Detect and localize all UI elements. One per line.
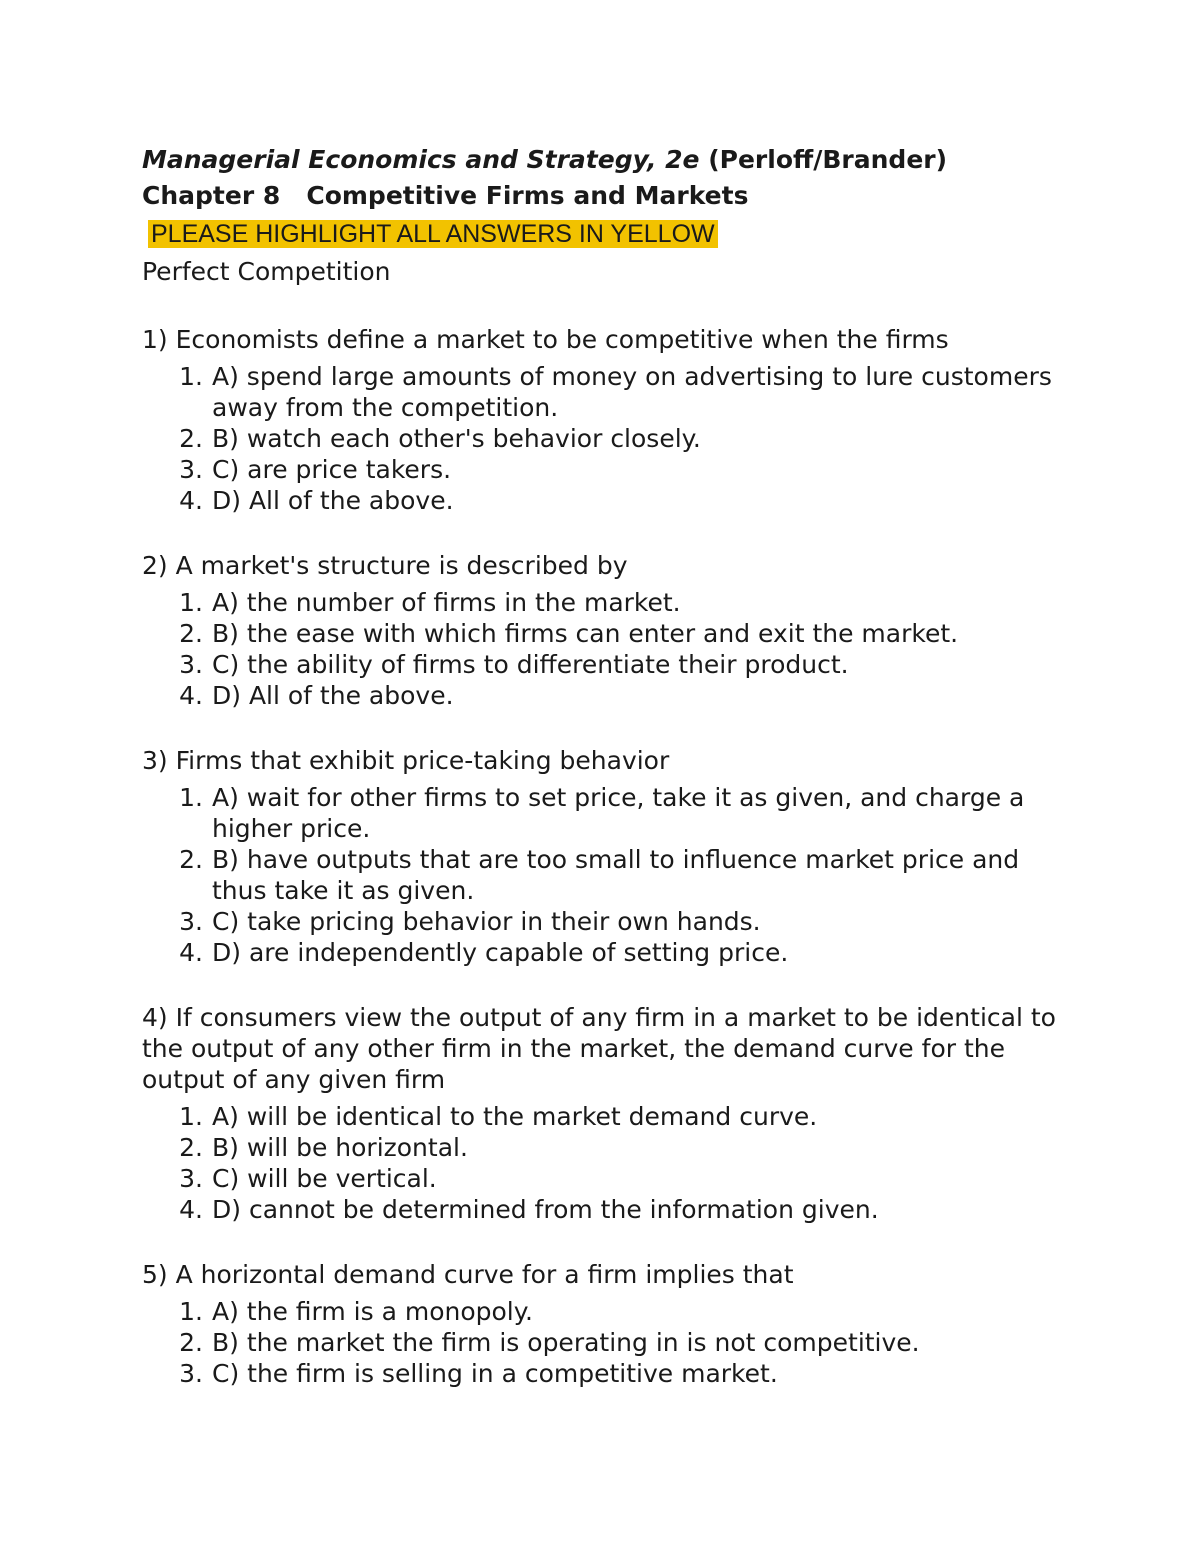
option-number: 3. [179,1359,203,1388]
question-2 [142,550,1072,711]
option-text: B) have outputs that are too small to influence market price and thus take it as given. [212,845,1020,905]
question-4 [142,1002,1072,1225]
option-text: D) cannot be determined from the information given. [212,1195,879,1224]
option-text: D) All of the above. [212,681,454,710]
question-stem: 4) If consumers view the output of any firm in a market to be identical to the output of any other firm in the market, the demand curve for the output of any given firm [142,1003,1056,1094]
answer-option [142,680,1072,711]
option-text: C) the ability of firms to differentiate their product. [212,650,849,679]
option-text: C) the firm is selling in a competitive market. [212,1359,778,1388]
section-heading: Perfect Competition [142,257,391,286]
option-text: B) will be horizontal. [212,1133,468,1162]
question-3 [142,745,1072,968]
chapter-title: Chapter 8 Competitive Firms and Markets [142,181,749,210]
option-number: 2. [179,1133,203,1162]
option-number: 1. [179,1297,203,1326]
answer-option [142,649,1072,680]
answer-option [142,423,1072,454]
option-text: B) the ease with which firms can enter and exit the market. [212,619,959,648]
highlight-notice: PLEASE HIGHLIGHT ALL ANSWERS IN YELLOW [148,220,718,248]
option-number: 1. [179,783,203,812]
answer-option [142,1101,1072,1132]
question-1 [142,324,1072,516]
option-text: A) wait for other firms to set price, take it as given, and charge a higher price. [212,783,1025,843]
option-text: B) watch each other's behavior closely. [212,424,701,453]
option-text: D) All of the above. [212,486,454,515]
answer-option [142,844,1072,906]
answer-option [142,1327,1072,1358]
answer-options [142,1296,1072,1389]
answer-option [142,782,1072,844]
answer-option [142,485,1072,516]
question-stem: 5) A horizontal demand curve for a firm implies that [142,1260,794,1289]
option-text: C) will be vertical. [212,1164,437,1193]
answer-option [142,1296,1072,1327]
answer-option [142,1358,1072,1389]
option-text: D) are independently capable of setting price. [212,938,789,967]
option-text: A) the firm is a monopoly. [212,1297,533,1326]
answer-options [142,782,1072,968]
book-authors: (Perloff/Brander) [699,145,948,174]
book-title: Managerial Economics and Strategy, 2e [142,145,700,174]
option-text: A) will be identical to the market demand curve. [212,1102,818,1131]
option-text: A) spend large amounts of money on advertising to lure customers away from the competition. [212,362,1052,422]
option-number: 2. [179,619,203,648]
answer-options [142,1101,1072,1225]
option-number: 1. [179,362,203,391]
question-stem: 1) Economists define a market to be competitive when the firms [142,325,949,354]
question-5 [142,1259,1072,1389]
option-number: 1. [179,1102,203,1131]
highlight-notice-line [142,216,1072,252]
option-text: A) the number of firms in the market. [212,588,681,617]
option-number: 3. [179,1164,203,1193]
question-stem: 2) A market's structure is described by [142,551,628,580]
option-number: 2. [179,845,203,874]
option-number: 3. [179,455,203,484]
option-number: 3. [179,650,203,679]
document-page [142,142,1072,1389]
answer-option [142,454,1072,485]
answer-option [142,906,1072,937]
answer-option [142,361,1072,423]
option-number: 4. [179,1195,203,1224]
answer-option [142,1163,1072,1194]
option-number: 2. [179,1328,203,1357]
option-number: 3. [179,907,203,936]
document-title [142,142,1072,178]
option-number: 4. [179,938,203,967]
option-text: C) are price takers. [212,455,452,484]
question-list [142,324,1072,1389]
answer-option [142,1194,1072,1225]
option-number: 2. [179,424,203,453]
question-stem: 3) Firms that exhibit price-taking behavior [142,746,670,775]
option-text: B) the market the firm is operating in is not competitive. [212,1328,920,1357]
option-number: 1. [179,588,203,617]
option-text: C) take pricing behavior in their own hands. [212,907,761,936]
answer-option [142,587,1072,618]
option-number: 4. [179,681,203,710]
answer-options [142,587,1072,711]
option-number: 4. [179,486,203,515]
answer-option [142,937,1072,968]
answer-option [142,1132,1072,1163]
answer-options [142,361,1072,516]
answer-option [142,618,1072,649]
